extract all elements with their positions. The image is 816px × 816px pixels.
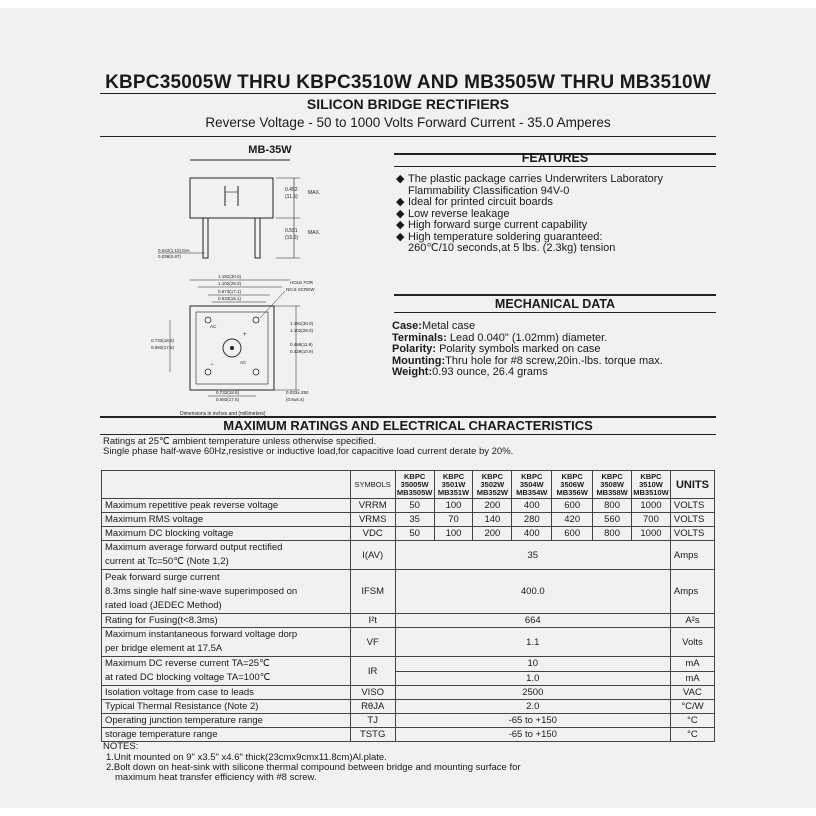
note-1: 1.Unit mounted on 9" x3.5" x4.6" thick(23cmx9cmx11.8cm)Al.plate. xyxy=(106,752,387,763)
hole-label: HOLE FOR xyxy=(290,280,314,285)
header-divider xyxy=(100,136,716,137)
feature-item: ◆ Low reverse leakage xyxy=(396,207,510,220)
ratings-table xyxy=(101,470,715,742)
mech-terminals: Terminals: Lead 0.040" (1.02mm) diameter. xyxy=(392,331,608,344)
dim-height-top-mm: (11.5) xyxy=(285,194,298,200)
table-row: Maximum repetitive peak reverse voltage VRRM 50 100 200 400 600 800 1000 VOLTS xyxy=(102,499,715,513)
dim-max-label-2: MAX. xyxy=(308,230,321,236)
feature-item: Flammability Classification 94V-0 xyxy=(408,184,570,197)
dim-width-3: 0.673(17.1) xyxy=(218,289,242,294)
mech-mounting: Mounting:Thru hole for #8 screw,20in.-lbs. torque max. xyxy=(392,354,663,367)
part-header: KBPC 3510W MB3510W xyxy=(633,471,669,497)
ac-mark-1: AC xyxy=(210,324,217,329)
table-header-row xyxy=(102,471,715,499)
mech-polarity: Polarity: Polarity symbols marked on case xyxy=(392,343,601,355)
dim-lead-dia: 0.042(1.10) DIA. xyxy=(158,248,192,253)
feature-item: 260℃/10 seconds,at 5 lbs. (2.3kg) tension xyxy=(408,242,616,254)
mech-case: Case:Metal case xyxy=(392,320,476,332)
svg-text:+: + xyxy=(243,332,247,338)
feature-item: ◆ High forward surge current capability xyxy=(396,219,588,231)
table-row: Rating for Fusing(t<8.3ms) I²t 664 A²s xyxy=(102,614,715,628)
dim-width-2: 1.102(28.0) xyxy=(218,281,242,286)
note-2: 2.Bolt down on heat-sink with silicone thermal compound between bridge and mounting surface for xyxy=(106,762,521,773)
ac-mark-2: AC xyxy=(240,360,247,365)
table-row: Operating junction temperature range TJ -65 to +150 °C xyxy=(102,714,715,728)
part-header: KBPC 3501W MB351W xyxy=(434,471,473,499)
table-row: 1.0 mA xyxy=(102,671,715,686)
table-row: Maximum RMS voltage VRMS 35 70 140 280 420 560 700 VOLTS xyxy=(102,513,715,527)
mechanical-data xyxy=(392,321,716,379)
dim-bottom-1: 0.732(18.6) xyxy=(216,390,240,395)
mechanical-bar xyxy=(394,294,716,296)
package-outline-drawing xyxy=(150,158,390,423)
dim-height-3: 0.468(11.9) xyxy=(290,342,313,347)
table-row: Typical Thermal Resistance (Note 2) RθJA 2.0 °C/W xyxy=(102,700,715,714)
mech-weight: Weight:0.93 ounce, 26.4 grams xyxy=(392,366,548,378)
table-row: Isolation voltage from case to leads VISO 2500 VAC xyxy=(102,686,715,700)
dimension-caption: Dimensions in inches and (millimeters) xyxy=(180,411,266,417)
feature-item: ◆ High temperature soldering guaranteed: xyxy=(396,230,603,243)
datasheet-page xyxy=(0,8,816,808)
features-underline xyxy=(394,166,716,167)
table-row: storage temperature range TSTG -65 to +150 °C xyxy=(102,728,715,742)
ratings-note-1: Ratings at 25℃ ambient temperature unless otherwise specified. xyxy=(103,436,377,447)
table-row: Peak forward surge current 8.3ms single half sine-wave superimposed on rated load (JEDEC Method) IFSM 400.0 Amps xyxy=(102,570,715,614)
features-heading: FEATURES xyxy=(521,151,589,165)
rating-summary: Reverse Voltage - 50 to 1000 Volts Forward Current - 35.0 Amperes xyxy=(205,115,611,130)
page-title: KBPC35005W THRU KBPC3510W AND MB3505W THRU MB3510W xyxy=(105,72,711,93)
part-header: KBPC 3506W MB356W xyxy=(552,471,593,499)
dim-left-2: 0.692(17.6) xyxy=(151,345,175,350)
blank-header-cell xyxy=(102,471,351,499)
dim-max-label-1: MAX. xyxy=(308,190,321,196)
package-name: MB-35W xyxy=(248,144,292,156)
units-header: UNITS xyxy=(670,471,714,499)
feature-item: ◆ The plastic package carries Underwriters Laboratory xyxy=(396,173,663,185)
dim-lead-dia-2: 0.038(0.97) xyxy=(158,254,182,259)
part-header: KBPC 3504W MB354W xyxy=(512,471,552,499)
table-row: Maximum DC reverse current TA=25℃ at rated DC blocking voltage TA=100℃ IR 10 mA xyxy=(102,657,715,672)
mechanical-heading: MECHANICAL DATA xyxy=(494,297,616,311)
feature-item: ◆ Ideal for printed circuit boards xyxy=(396,196,553,208)
table-row: Maximum DC blocking voltage VDC 50 100 200 400 600 800 1000 VOLTS xyxy=(102,527,715,541)
ratings-heading: MAXIMUM RATINGS AND ELECTRICAL CHARACTERISTICS xyxy=(223,418,593,433)
table-row: Maximum average forward output rectified current at Tc=50℃ (Note 1,2) I(AV) 35 Amps xyxy=(102,541,715,570)
hole-label-2: NO.8 SCREW xyxy=(286,287,315,292)
table-row: Maximum instantaneous forward voltage dorp per bridge element at 17.5A VF 1.1 Volts xyxy=(102,628,715,657)
ratings-underline xyxy=(100,434,716,435)
mechanical-underline xyxy=(394,312,716,313)
part-header: KBPC 35005W MB3505W xyxy=(396,471,433,497)
dim-width-4: 0.633(16.1) xyxy=(218,296,242,301)
ratings-note-2: Single phase half-wave 60Hz,resistive or inductive load,for capacitive load current derate by 20%. xyxy=(103,446,514,457)
dim-height-2: 1.102(28.0) xyxy=(290,328,314,333)
dim-width-1: 1.181(30.0) xyxy=(218,274,242,279)
svg-text:−: − xyxy=(210,362,214,368)
dim-bottom-4: (0.8±6.4) xyxy=(286,397,304,402)
dim-bottom-3: 0.033±.250 xyxy=(286,390,309,395)
note-3: maximum heat transfer efficiency with #8 screw. xyxy=(115,772,317,783)
dim-lead-length-mm: (15.0) xyxy=(285,235,299,241)
notes-heading: NOTES: xyxy=(103,741,139,752)
features-list xyxy=(396,174,716,255)
dim-height-1: 1.181(30.0) xyxy=(290,321,314,326)
dim-height-4: 0.429(10.9) xyxy=(290,349,314,354)
part-header: KBPC 3502W MB352W xyxy=(473,471,512,499)
dim-left-1: 0.732(18.6) xyxy=(151,338,175,343)
title-underline xyxy=(100,93,716,94)
dim-lead-length: 0.591 xyxy=(285,228,298,234)
dim-bottom-2: 0.692(17.6) xyxy=(216,397,240,402)
symbols-header: SYMBOLS xyxy=(350,471,395,499)
dim-height-top: 0.452 xyxy=(285,187,298,193)
part-header: KBPC 3508W MB358W xyxy=(593,471,632,499)
page-subtitle: SILICON BRIDGE RECTIFIERS xyxy=(306,96,510,112)
